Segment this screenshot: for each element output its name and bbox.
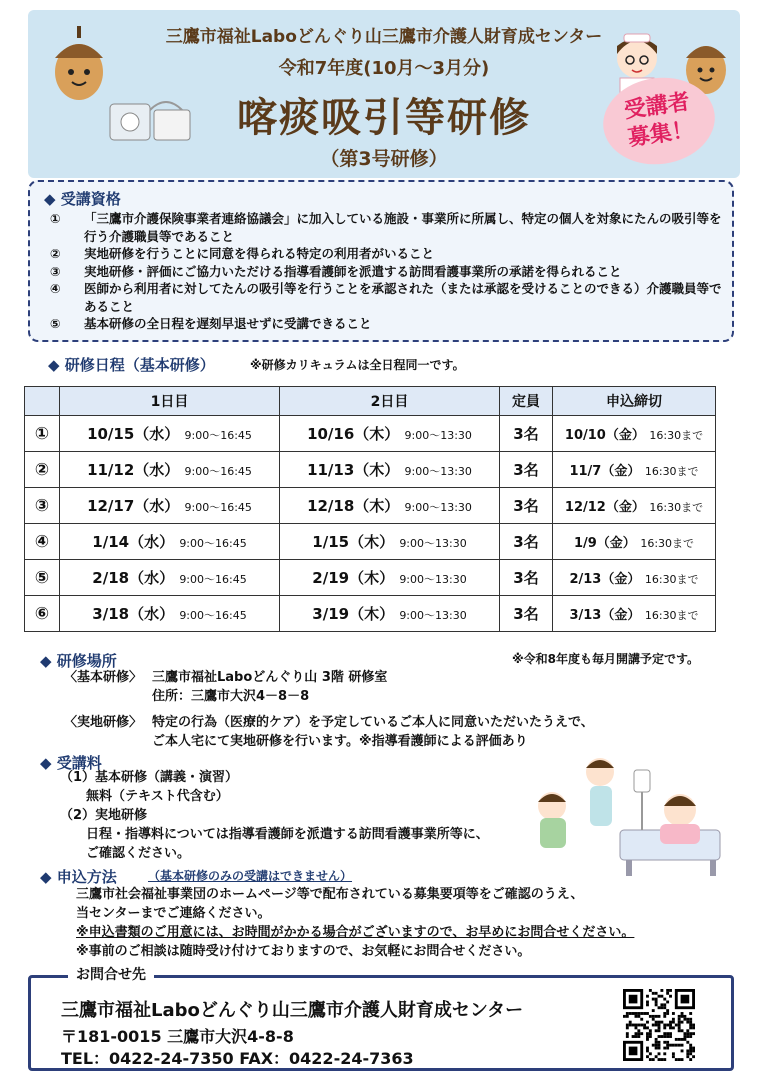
fee-line3: （2）実地研修: [60, 808, 148, 823]
organization-name: 三鷹市福祉Laboどんぐり山三鷹市介護人財育成センター: [165, 27, 603, 47]
item-number: ④: [50, 281, 61, 296]
day1-cell: [60, 560, 280, 596]
item-text: 実地研修・評価にご協力いただける指導看護師を派遣する訪問看護事業所の承諾を得られること: [84, 263, 622, 279]
deadline-time: 16:30まで: [649, 501, 704, 514]
day2-time: 9:00～13:30: [404, 429, 472, 442]
day1-time: 9:00～16:45: [179, 609, 247, 622]
page-title: 喀痰吸引等研修: [237, 95, 531, 141]
day1-date: 3/18（水）: [92, 605, 175, 623]
deadline-cell: [553, 452, 716, 488]
badge-line-2: 募集！: [626, 117, 696, 152]
table-row: [25, 596, 716, 632]
deadline-cell: [553, 596, 716, 632]
apply-line2: 当センターまでご連絡ください。: [76, 906, 271, 921]
contact-address: 〒181-0015 三鷹市大沢4-8-8: [61, 1027, 294, 1046]
qualification-heading: ◆ 受講資格: [44, 190, 121, 208]
day1-cell: [60, 452, 280, 488]
acorn-character-icon: [46, 24, 112, 104]
item-text: 「三鷹市介護保険事業者連絡協議会」に加入している施設・事業所に所属し、特定の個人を対象にたんの吸引等を行う介護職員等であること: [84, 211, 722, 244]
day2-cell: [280, 596, 500, 632]
page-subtitle: （第3号研修）: [320, 148, 448, 170]
deadline-time: 16:30まで: [640, 537, 695, 550]
deadline-time: 16:30まで: [644, 465, 699, 478]
row-index: ②: [25, 452, 60, 488]
day2-time: 9:00～13:30: [404, 501, 472, 514]
deadline-time: 16:30まで: [644, 573, 699, 586]
day2-cell: [280, 452, 500, 488]
deadline-time: 16:30まで: [644, 609, 699, 622]
day1-time: 9:00～16:45: [184, 501, 252, 514]
fee-line1: （1）基本研修（講義・演習）: [60, 770, 239, 785]
item-number: ①: [50, 211, 61, 226]
deadline-date: 2/13（金）: [569, 572, 641, 587]
row-index: ④: [25, 524, 60, 560]
fee-line2: 無料（テキスト代含む）: [86, 789, 229, 804]
fiscal-period: 令和7年度(10月～3月分): [278, 58, 490, 79]
venue-note: ※令和8年度も毎月開講予定です。: [512, 652, 700, 666]
schedule-table: [24, 386, 716, 632]
deadline-cell: [553, 416, 716, 452]
suction-device-icon: [106, 90, 196, 146]
item-number: ②: [50, 246, 61, 261]
day1-cell: [60, 488, 280, 524]
row-index: ⑥: [25, 596, 60, 632]
list-item: [50, 280, 730, 315]
day1-date: 12/17（水）: [87, 497, 180, 515]
day2-date: 11/13（木）: [307, 461, 400, 479]
basic-venue-line2: 住所：三鷹市大沢4－8－8: [152, 689, 310, 704]
apply-line1: 三鷹市社会福祉事業団のホームページ等で配布されている募集要項等をご確認のうえ、: [76, 887, 584, 902]
header-index: [25, 387, 60, 416]
venue-heading: ◆ 研修場所: [40, 652, 117, 670]
day1-cell: [60, 416, 280, 452]
row-index: ①: [25, 416, 60, 452]
fee-line4: 日程・指導料については指導看護師を派遣する訪問看護事業所等に、: [86, 827, 489, 842]
item-text: 基本研修の全日程を遅刻早退せずに受講できること: [84, 316, 372, 331]
day1-cell: [60, 596, 280, 632]
deadline-date: 12/12（金）: [564, 500, 645, 515]
item-text: 医師から利用者に対してたんの吸引等を行うことを承認された（または承認を受けることのできる）介護職員等であること: [84, 281, 722, 314]
deadline-cell: [553, 524, 716, 560]
basic-venue-line1: 三鷹市福祉Laboどんぐり山 3階 研修室: [152, 670, 388, 685]
day2-time: 9:00～13:30: [399, 609, 467, 622]
day1-time: 9:00～16:45: [179, 573, 247, 586]
deadline-cell: [553, 488, 716, 524]
practical-venue-line1: 特定の行為（医療的ケア）を予定しているご本人に同意いただいたうえで、: [152, 715, 594, 730]
list-item: [50, 245, 730, 263]
header-day1: 1日目: [60, 387, 280, 416]
apply-line3: ※申込書類のご用意には、お時間がかかる場合がございますので、お早めにお問合せください。: [76, 925, 635, 940]
day2-date: 3/19（木）: [312, 605, 395, 623]
table-header-row: [25, 387, 716, 416]
list-item: [50, 315, 730, 333]
apply-line4: ※事前のご相談は随時受け付けておりますので、お気軽にお問合せください。: [76, 944, 531, 959]
schedule-note: ※研修カリキュラムは全日程同一です。: [250, 358, 465, 372]
apply-heading: ◆ 申込方法: [40, 868, 117, 886]
day2-cell: [280, 416, 500, 452]
header-capacity: 定員: [500, 387, 553, 416]
header-deadline: 申込締切: [553, 387, 716, 416]
qualification-list: [50, 210, 730, 333]
row-index: ③: [25, 488, 60, 524]
basic-venue-label: 〈基本研修〉: [64, 670, 143, 685]
capacity-cell: 3名: [500, 452, 553, 488]
day1-cell: [60, 524, 280, 560]
practical-venue-label: 〈実地研修〉: [64, 715, 143, 730]
list-item: [50, 210, 730, 245]
day1-date: 11/12（水）: [87, 461, 180, 479]
table-row: [25, 416, 716, 452]
deadline-date: 3/13（金）: [569, 608, 641, 623]
table-row: [25, 488, 716, 524]
capacity-cell: 3名: [500, 560, 553, 596]
contact-phone: TEL：0422-24-7350 FAX：0422-24-7363: [61, 1049, 414, 1068]
capacity-cell: 3名: [500, 524, 553, 560]
day2-time: 9:00～13:30: [404, 465, 472, 478]
table-row: [25, 452, 716, 488]
day2-date: 1/15（木）: [312, 533, 395, 551]
fee-heading: ◆ 受講料: [40, 754, 102, 772]
deadline-time: 16:30まで: [649, 429, 704, 442]
item-text: 実地研修を行うことに同意を得られる特定の利用者がいること: [84, 246, 435, 261]
contact-name: 三鷹市福祉Laboどんぐり山三鷹市介護人財育成センター: [61, 1000, 524, 1021]
deadline-date: 1/9（金）: [573, 536, 636, 551]
table-row: [25, 524, 716, 560]
practical-venue-line2: ご本人宅にて実地研修を行います。※指導看護師による評価あり: [152, 734, 528, 749]
item-number: ⑤: [50, 316, 61, 331]
schedule-heading: ◆ 研修日程（基本研修）: [48, 356, 215, 374]
apply-heading-note: （基本研修のみの受講はできません）: [148, 869, 353, 883]
fee-line5: ご確認ください。: [86, 846, 191, 861]
day1-date: 1/14（水）: [92, 533, 175, 551]
capacity-cell: 3名: [500, 488, 553, 524]
contact-tab-label: お問合せ先: [68, 964, 154, 984]
item-number: ③: [50, 263, 61, 279]
day1-date: 2/18（水）: [92, 569, 175, 587]
day1-date: 10/15（水）: [87, 425, 180, 443]
table-row: [25, 560, 716, 596]
day2-time: 9:00～13:30: [399, 573, 467, 586]
qualification-section: [28, 180, 734, 342]
badge-line-1: 受講者: [622, 89, 692, 124]
capacity-cell: 3名: [500, 416, 553, 452]
day1-time: 9:00～16:45: [179, 537, 247, 550]
qr-code-icon[interactable]: [623, 989, 695, 1061]
day2-cell: [280, 488, 500, 524]
deadline-date: 11/7（金）: [569, 464, 641, 479]
capacity-cell: 3名: [500, 596, 553, 632]
deadline-date: 10/10（金）: [564, 428, 645, 443]
list-item: [50, 263, 730, 281]
day2-date: 12/18（木）: [307, 497, 400, 515]
day1-time: 9:00～16:45: [184, 465, 252, 478]
header-day2: 2日目: [280, 387, 500, 416]
day1-time: 9:00～16:45: [184, 429, 252, 442]
day2-cell: [280, 560, 500, 596]
row-index: ⑤: [25, 560, 60, 596]
deadline-cell: [553, 560, 716, 596]
home-care-illustration-icon: [530, 750, 730, 878]
day2-time: 9:00～13:30: [399, 537, 467, 550]
day2-date: 10/16（木）: [307, 425, 400, 443]
day2-cell: [280, 524, 500, 560]
day2-date: 2/19（木）: [312, 569, 395, 587]
